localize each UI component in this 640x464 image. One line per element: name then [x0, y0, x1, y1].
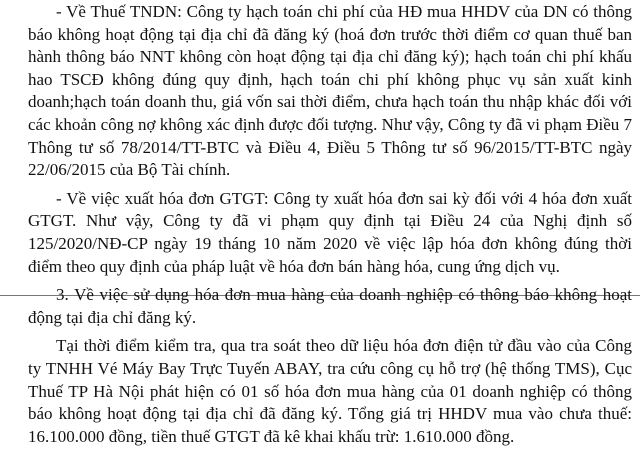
paragraph-vat-invoice-issuance-text: - Về việc xuất hóa đơn GTGT: Công ty xuất hóa đơn sai kỳ đối với 4 hóa đơn xuất GTGT. Như vậy, Công ty đã vi phạm quy định tại Điều 24 của Nghị định số 125/2020/NĐ-CP ngày 19 tháng 10 năm 2020 về việc lập hóa đơn không đúng thời điểm theo quy định của pháp luật về hóa đơn bán hàng hóa, cung ứng dịch vụ.: [28, 188, 632, 276]
paragraph-vat-invoice-issuance: [0, 188, 640, 278]
paragraph-inspection-findings-text: Tại thời điểm kiểm tra, qua tra soát theo dữ liệu hóa đơn điện tử đầu vào của Công ty TNHH Vé Máy Bay Trực Tuyến ABAY, tra cứu công cụ hỗ trợ (hệ thống TMS), Cục Thuế TP Hà Nội phát hiện có 01 số hóa đơn mua hàng của 01 doanh nghiệp có thông báo không hoạt động tại địa chỉ đã đăng ký. Tổng giá trị HHDV mua vào chưa thuế: 16.100.000 đồng, tiền thuế GTGT đã kê khai khấu trừ: 1.610.000 đồng.: [28, 336, 632, 446]
paragraph-cit-tax: [0, 0, 640, 182]
section-heading-3: [0, 284, 640, 329]
section-heading-3-text: 3. Về việc sử dụng hóa đơn mua hàng của doanh nghiệp có thông báo không hoạt động tại địa chỉ đăng ký.: [28, 285, 632, 327]
paragraph-inspection-findings: [0, 335, 640, 448]
paragraph-cit-tax-text: - Về Thuế TNDN: Công ty hạch toán chi phí của HĐ mua HHDV của DN có thông báo không hoạt động tại địa chỉ đã đăng ký (hoá đơn trước thời điểm cơ quan thuế ban hành thông báo NNT không còn hoạt động tại địa chỉ đăng ký); hạch toán chi phí khấu hao TSCĐ không đúng quy định, hạch toán chi phí không phục vụ sản xuất kinh doanh;hạch toán doanh thu, giá vốn sai thời điểm, chưa hạch toán thu nhập khác đối với các khoản công nợ không xác định được đối tượng. Như vậy, Công ty đã vi phạm Điều 7 Thông tư số 78/2014/TT-BTC và Điều 4, Điều 5 Thông tư số 96/2015/TT-BTC ngày 22/06/2015 của Bộ Tài chính.: [28, 2, 633, 180]
